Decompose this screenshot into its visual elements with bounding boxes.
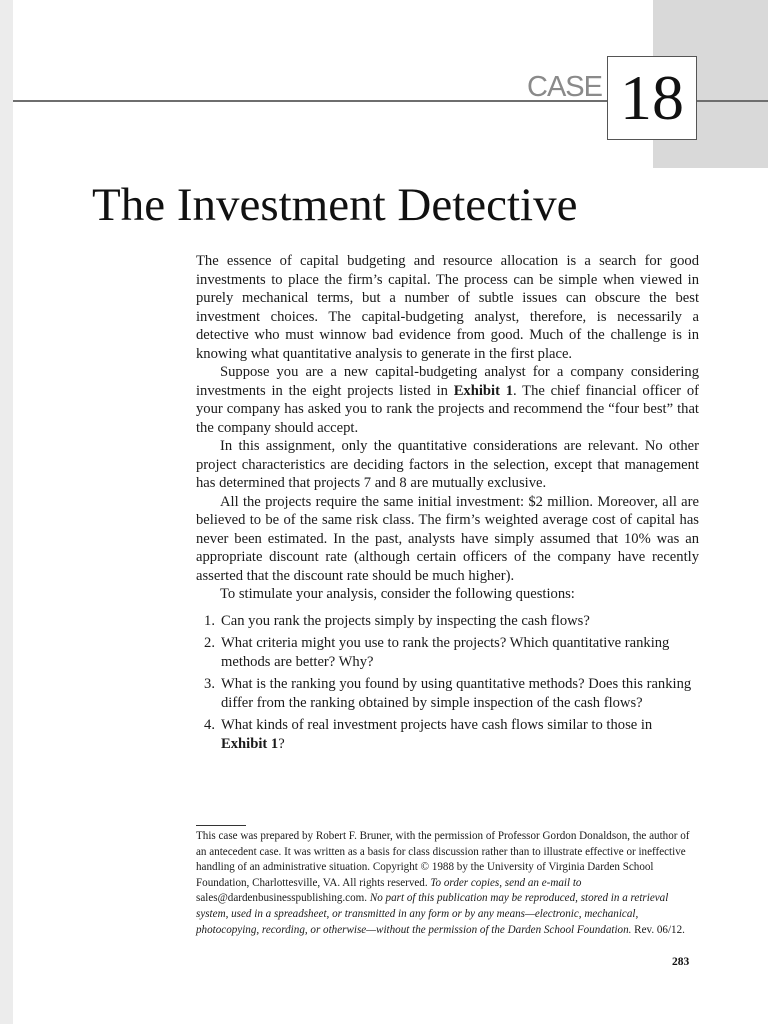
question-number: 4. bbox=[204, 717, 215, 733]
question-text: What is the ranking you found by using quantitative methods? Does this ranking differ from the ranking obtained by simple inspection of the cash flows? bbox=[221, 676, 692, 711]
question-list bbox=[196, 612, 699, 754]
paragraph-assignment bbox=[196, 363, 699, 437]
paragraph-questions-intro: To stimulate your analysis, consider the following questions: bbox=[220, 586, 575, 602]
case-number: 18 bbox=[620, 62, 684, 133]
footnote-order-copies: To order copies, send an e-mail to bbox=[430, 876, 582, 889]
case-body bbox=[196, 252, 699, 757]
question-item bbox=[196, 716, 699, 753]
question-item bbox=[196, 612, 699, 631]
paragraph-investment: All the projects require the same initial investment: $2 million. Moreover, all are believed to be of the same risk class. The firm’s weighted average cost of capital has never been estimated. In the past, analysts have simply assumed that 10% was an appropriate discount rate (although certain officers of the company have recently asserted that the discount rate should be much higher). bbox=[196, 493, 699, 584]
footnote-copyright: This case was prepared by Robert F. Bruner, with the permission of Professor Gordon Donaldson, the author of an antecedent case. It was written as a basis for class discussion rather than to illustrate effective or ineffective handling of an administrative situation. Copyright © 1988 by the University of Virginia Darden School Foundation, Charlottesville, VA. All rights reserved. bbox=[196, 830, 690, 889]
footnote-rule bbox=[196, 825, 246, 826]
footnote-revision: Rev. 06/12. bbox=[631, 923, 685, 936]
case-number-box bbox=[607, 56, 697, 140]
question-number: 2. bbox=[204, 635, 215, 651]
footnote-rights-notice: No part of this publication may be reproduced, stored in a retrieval system, used in a spreadsheet, or transmitted in any form or by any means—electronic, mechanical, photocopying, recording, or otherwise—without the permission of the Darden School Foundation. bbox=[196, 892, 669, 936]
question-text: What criteria might you use to rank the projects? Which quantitative ranking methods are better? Why? bbox=[221, 635, 670, 670]
page-left-edge bbox=[0, 0, 13, 1024]
question-text bbox=[221, 716, 699, 753]
question-item bbox=[196, 675, 699, 712]
paragraph-intro: The essence of capital budgeting and resource allocation is a search for good investments to place the firm’s capital. The process can be simple when viewed in purely mechanical terms, but a number of subtle issues can obscure the best investment choices. The capital-budgeting analyst, therefore, is necessarily a detective who must winnow bad evidence from good. Much of the challenge is in knowing what quantitative analysis to generate in the first place. bbox=[196, 253, 699, 362]
question-number: 3. bbox=[204, 676, 215, 692]
question-text-start: What kinds of real investment projects have cash flows similar to those in bbox=[221, 717, 653, 733]
case-label: CASE bbox=[527, 71, 602, 103]
paragraph-constraints: In this assignment, only the quantitative considerations are relevant. No other project characteristics are deciding factors in the selection, except that management has determined that projects 7 and 8 are mutually exclusive. bbox=[196, 438, 699, 491]
paragraph-assignment-text: Suppose you are a new capital-budgeting analyst for a company considering investments in the eight projects listed in bbox=[196, 364, 699, 399]
question-item bbox=[196, 634, 699, 671]
page-number: 283 bbox=[672, 956, 690, 968]
exhibit-reference: Exhibit 1 bbox=[453, 382, 514, 399]
page-title: The Investment Detective bbox=[92, 179, 578, 231]
footnote-email: sales@dardenbusinesspublishing.com. bbox=[196, 892, 370, 905]
paragraph-assignment-text-end: . The chief financial officer of your company has asked you to rank the projects and recommend the “four best” that the company should accept. bbox=[196, 382, 699, 436]
question-text-end: ? bbox=[278, 735, 285, 752]
footnote bbox=[196, 829, 701, 938]
question-text: Can you rank the projects simply by inspecting the cash flows? bbox=[221, 612, 590, 629]
exhibit-reference: Exhibit 1 bbox=[221, 735, 279, 752]
question-number: 1. bbox=[204, 612, 215, 629]
